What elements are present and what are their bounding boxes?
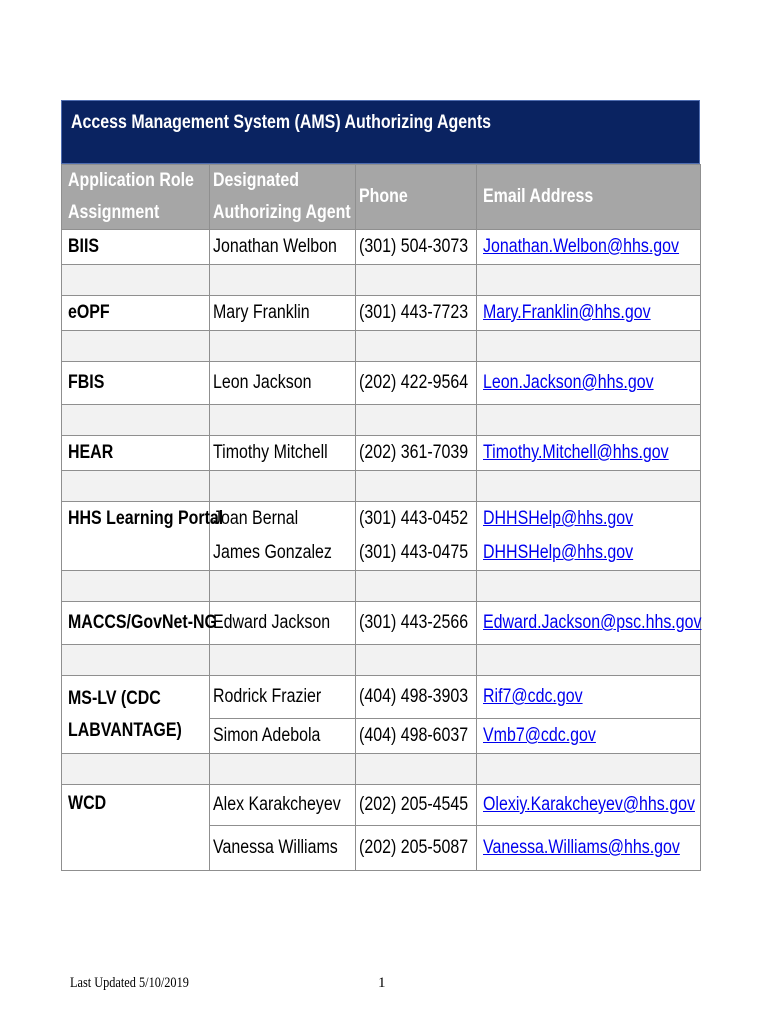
last-updated-note: Last Updated 5/10/2019	[70, 975, 189, 991]
table-row	[62, 785, 701, 826]
agent-phone: (301) 443-7723	[359, 302, 469, 323]
agent-name: Edward Jackson	[213, 612, 331, 633]
spacer-row	[62, 645, 701, 676]
spacer-row	[62, 405, 701, 436]
agent-phone: (301) 504-3073	[359, 236, 469, 257]
agent-phone: (301) 443-2566	[359, 612, 469, 633]
table-header-row	[62, 165, 701, 230]
agent-email-link[interactable]: Vanessa.Williams@hhs.gov	[483, 837, 680, 858]
table-row	[62, 676, 701, 719]
agent-email-link[interactable]: Olexiy.Karakcheyev@hhs.gov	[483, 794, 695, 815]
agents-table	[61, 164, 701, 871]
role-name: MACCS/GovNet-NG	[68, 612, 217, 633]
role-name: WCD	[68, 793, 107, 814]
agent-email-link[interactable]: Leon.Jackson@hhs.gov	[483, 372, 654, 393]
agent-phone: (202) 422-9564	[359, 372, 469, 393]
phone-header-label: Phone	[359, 186, 408, 207]
agent-name: Timothy Mitchell	[213, 442, 328, 463]
column-header-phone	[356, 165, 477, 230]
agent-phone: (202) 205-4545	[359, 794, 469, 815]
agent-email-link[interactable]: Mary.Franklin@hhs.gov	[483, 302, 651, 323]
spacer-row	[62, 331, 701, 362]
page-number: 1	[378, 975, 386, 991]
table-row	[62, 502, 701, 537]
agent-phone: (301) 443-0475	[359, 542, 469, 563]
table-row	[62, 436, 701, 471]
agent-name: Jonathan Welbon	[213, 236, 337, 257]
agent-phone: (202) 205-5087	[359, 837, 469, 858]
agent-name: Vanessa Williams	[213, 837, 338, 858]
role-name: FBIS	[68, 372, 105, 393]
agent-name: Rodrick Frazier	[213, 686, 322, 707]
agent-email-link[interactable]: Rif7@cdc.gov	[483, 686, 583, 707]
agent-header-line2: Authorizing Agent	[213, 202, 351, 223]
role-name: HHS Learning Portal	[68, 508, 224, 529]
title-banner	[61, 100, 700, 164]
spacer-row	[62, 571, 701, 602]
agent-email-link[interactable]: Jonathan.Welbon@hhs.gov	[483, 236, 680, 257]
table-row	[62, 602, 701, 645]
role-name: eOPF	[68, 302, 110, 323]
column-header-role	[62, 165, 210, 230]
agent-name: Mary Franklin	[213, 302, 310, 323]
agent-email-link[interactable]: Edward.Jackson@psc.hhs.gov	[483, 612, 702, 633]
agent-email-link[interactable]: DHHSHelp@hhs.gov	[483, 508, 634, 529]
table-row	[62, 362, 701, 405]
agent-name: Alex Karakcheyev	[213, 794, 341, 815]
agent-name: Simon Adebola	[213, 725, 321, 746]
agent-name: Joan Bernal	[213, 508, 299, 529]
role-name-line1: MS-LV (CDC	[68, 688, 161, 709]
agent-email-link[interactable]: Vmb7@cdc.gov	[483, 725, 596, 746]
page-title: Access Management System (AMS) Authorizing Agents	[71, 112, 492, 133]
agent-name: James Gonzalez	[213, 542, 332, 563]
table-row	[62, 296, 701, 331]
agent-phone: (404) 498-6037	[359, 725, 469, 746]
email-header-label: Email Address	[483, 186, 594, 207]
role-header-line2: Assignment	[68, 202, 160, 223]
column-header-agent	[210, 165, 356, 230]
table-row	[62, 230, 701, 265]
agent-name: Leon Jackson	[213, 372, 312, 393]
column-header-email	[477, 165, 701, 230]
agent-phone: (301) 443-0452	[359, 508, 469, 529]
agent-email-link[interactable]: DHHSHelp@hhs.gov	[483, 542, 634, 563]
spacer-row	[62, 265, 701, 296]
agent-header-line1: Designated	[213, 170, 300, 191]
spacer-row	[62, 754, 701, 785]
role-header-line1: Application Role	[68, 170, 194, 191]
spacer-row	[62, 471, 701, 502]
role-name: BIIS	[68, 236, 100, 257]
agent-phone: (202) 361-7039	[359, 442, 469, 463]
role-name: HEAR	[68, 442, 114, 463]
role-name-line2: LABVANTAGE)	[68, 720, 182, 741]
agent-phone: (404) 498-3903	[359, 686, 469, 707]
agent-email-link[interactable]: Timothy.Mitchell@hhs.gov	[483, 442, 669, 463]
